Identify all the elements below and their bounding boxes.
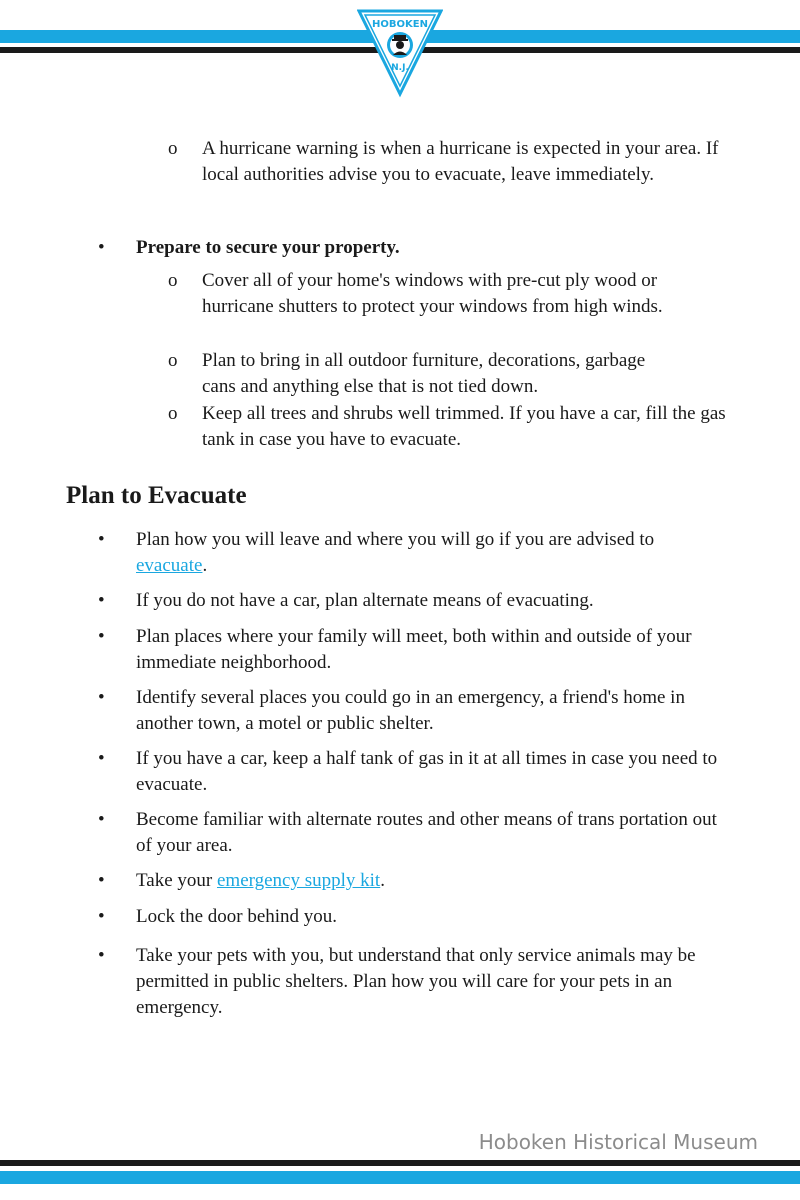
bullet: •: [98, 687, 105, 708]
sub-bullet: o: [168, 138, 178, 159]
evac-item-kit-text: Take your: [136, 870, 217, 891]
evac-item-leave-text: Plan how you will leave and where you will go if you are advised to: [136, 529, 655, 550]
bullet: •: [98, 748, 105, 769]
bullet: •: [98, 945, 105, 966]
evac-item-kit: [98, 868, 736, 894]
evacuate-link[interactable]: evacuate: [136, 555, 203, 576]
outdoor-furniture-text: Plan to bring in all outdoor furniture, decorations, garbage cans and anything else that is not tied down.: [202, 350, 646, 397]
bullet: •: [98, 626, 105, 647]
sub-bullet: o: [168, 270, 178, 291]
trim-trees-item: [168, 401, 730, 453]
evac-item-lock: [98, 904, 736, 930]
sub-bullet: o: [168, 350, 178, 371]
evac-item-gas: [98, 746, 731, 798]
footer-credit: Hoboken Historical Museum: [478, 1130, 758, 1154]
evac-item-places: [98, 685, 711, 737]
sub-bullet: o: [168, 403, 178, 424]
hurricane-warning-item: [168, 136, 742, 188]
evac-item-no-car: [98, 588, 736, 614]
trim-trees-text: Keep all trees and shrubs well trimmed. If you have a car, fill the gas tank in case you have to evacuate.: [202, 403, 726, 450]
outdoor-furniture-item: [168, 348, 682, 400]
evac-item-no-car-text: If you do not have a car, plan alternate means of evacuating.: [136, 590, 594, 611]
plan-to-evacuate-heading: Plan to Evacuate: [66, 482, 247, 509]
secure-property-item: [98, 235, 736, 261]
emergency-supply-kit-link[interactable]: emergency supply kit: [216, 870, 381, 891]
hoboken-logo: [357, 8, 443, 98]
hurricane-warning-text: A hurricane warning is when a hurricane is expected in your area. If local authorities advise you to evacuate, leave immediately.: [202, 138, 719, 185]
evac-item-meet: [98, 624, 726, 676]
bullet: •: [98, 870, 105, 891]
bullet: •: [98, 529, 105, 550]
evac-item-lock-text: Lock the door behind you.: [136, 906, 338, 927]
bullet: •: [98, 237, 105, 258]
evac-item-gas-text: If you have a car, keep a half tank of gas in it at all times in case you need to evacuate.: [136, 748, 718, 795]
evac-item-places-text: Identify several places you could go in an emergency, a friend's home in another town, a motel or public shelter.: [136, 687, 685, 734]
evac-item-pets: [98, 943, 736, 1021]
bullet: •: [98, 590, 105, 611]
logo-top-text: HOBOKEN: [372, 19, 428, 30]
cover-windows-text: Cover all of your home's windows with pre-cut ply wood or hurricane shutters to protect your windows from high winds.: [202, 270, 663, 317]
bottom-blue-band: [0, 1171, 800, 1184]
evac-item-meet-text: Plan places where your family will meet, both within and outside of your immediate neighborhood.: [136, 626, 692, 673]
bottom-black-band: [0, 1160, 800, 1166]
evac-item-routes: [98, 807, 726, 859]
evac-item-routes-text: Become familiar with alternate routes and other means of trans portation out of your area.: [136, 809, 717, 856]
logo-bottom-text: N.J.: [391, 63, 409, 73]
cover-windows-item: [168, 268, 722, 320]
evac-item-leave-end: .: [202, 555, 208, 576]
secure-property-title: Prepare to secure your property.: [136, 237, 400, 258]
bullet: •: [98, 809, 105, 830]
bullet: •: [98, 906, 105, 927]
evac-item-leave: [98, 527, 726, 579]
evac-item-pets-text: Take your pets with you, but understand that only service animals may be permitted in public shelters. Plan how you will care for your pets in an emergency.: [136, 945, 696, 1018]
evac-item-kit-end: .: [380, 870, 385, 891]
